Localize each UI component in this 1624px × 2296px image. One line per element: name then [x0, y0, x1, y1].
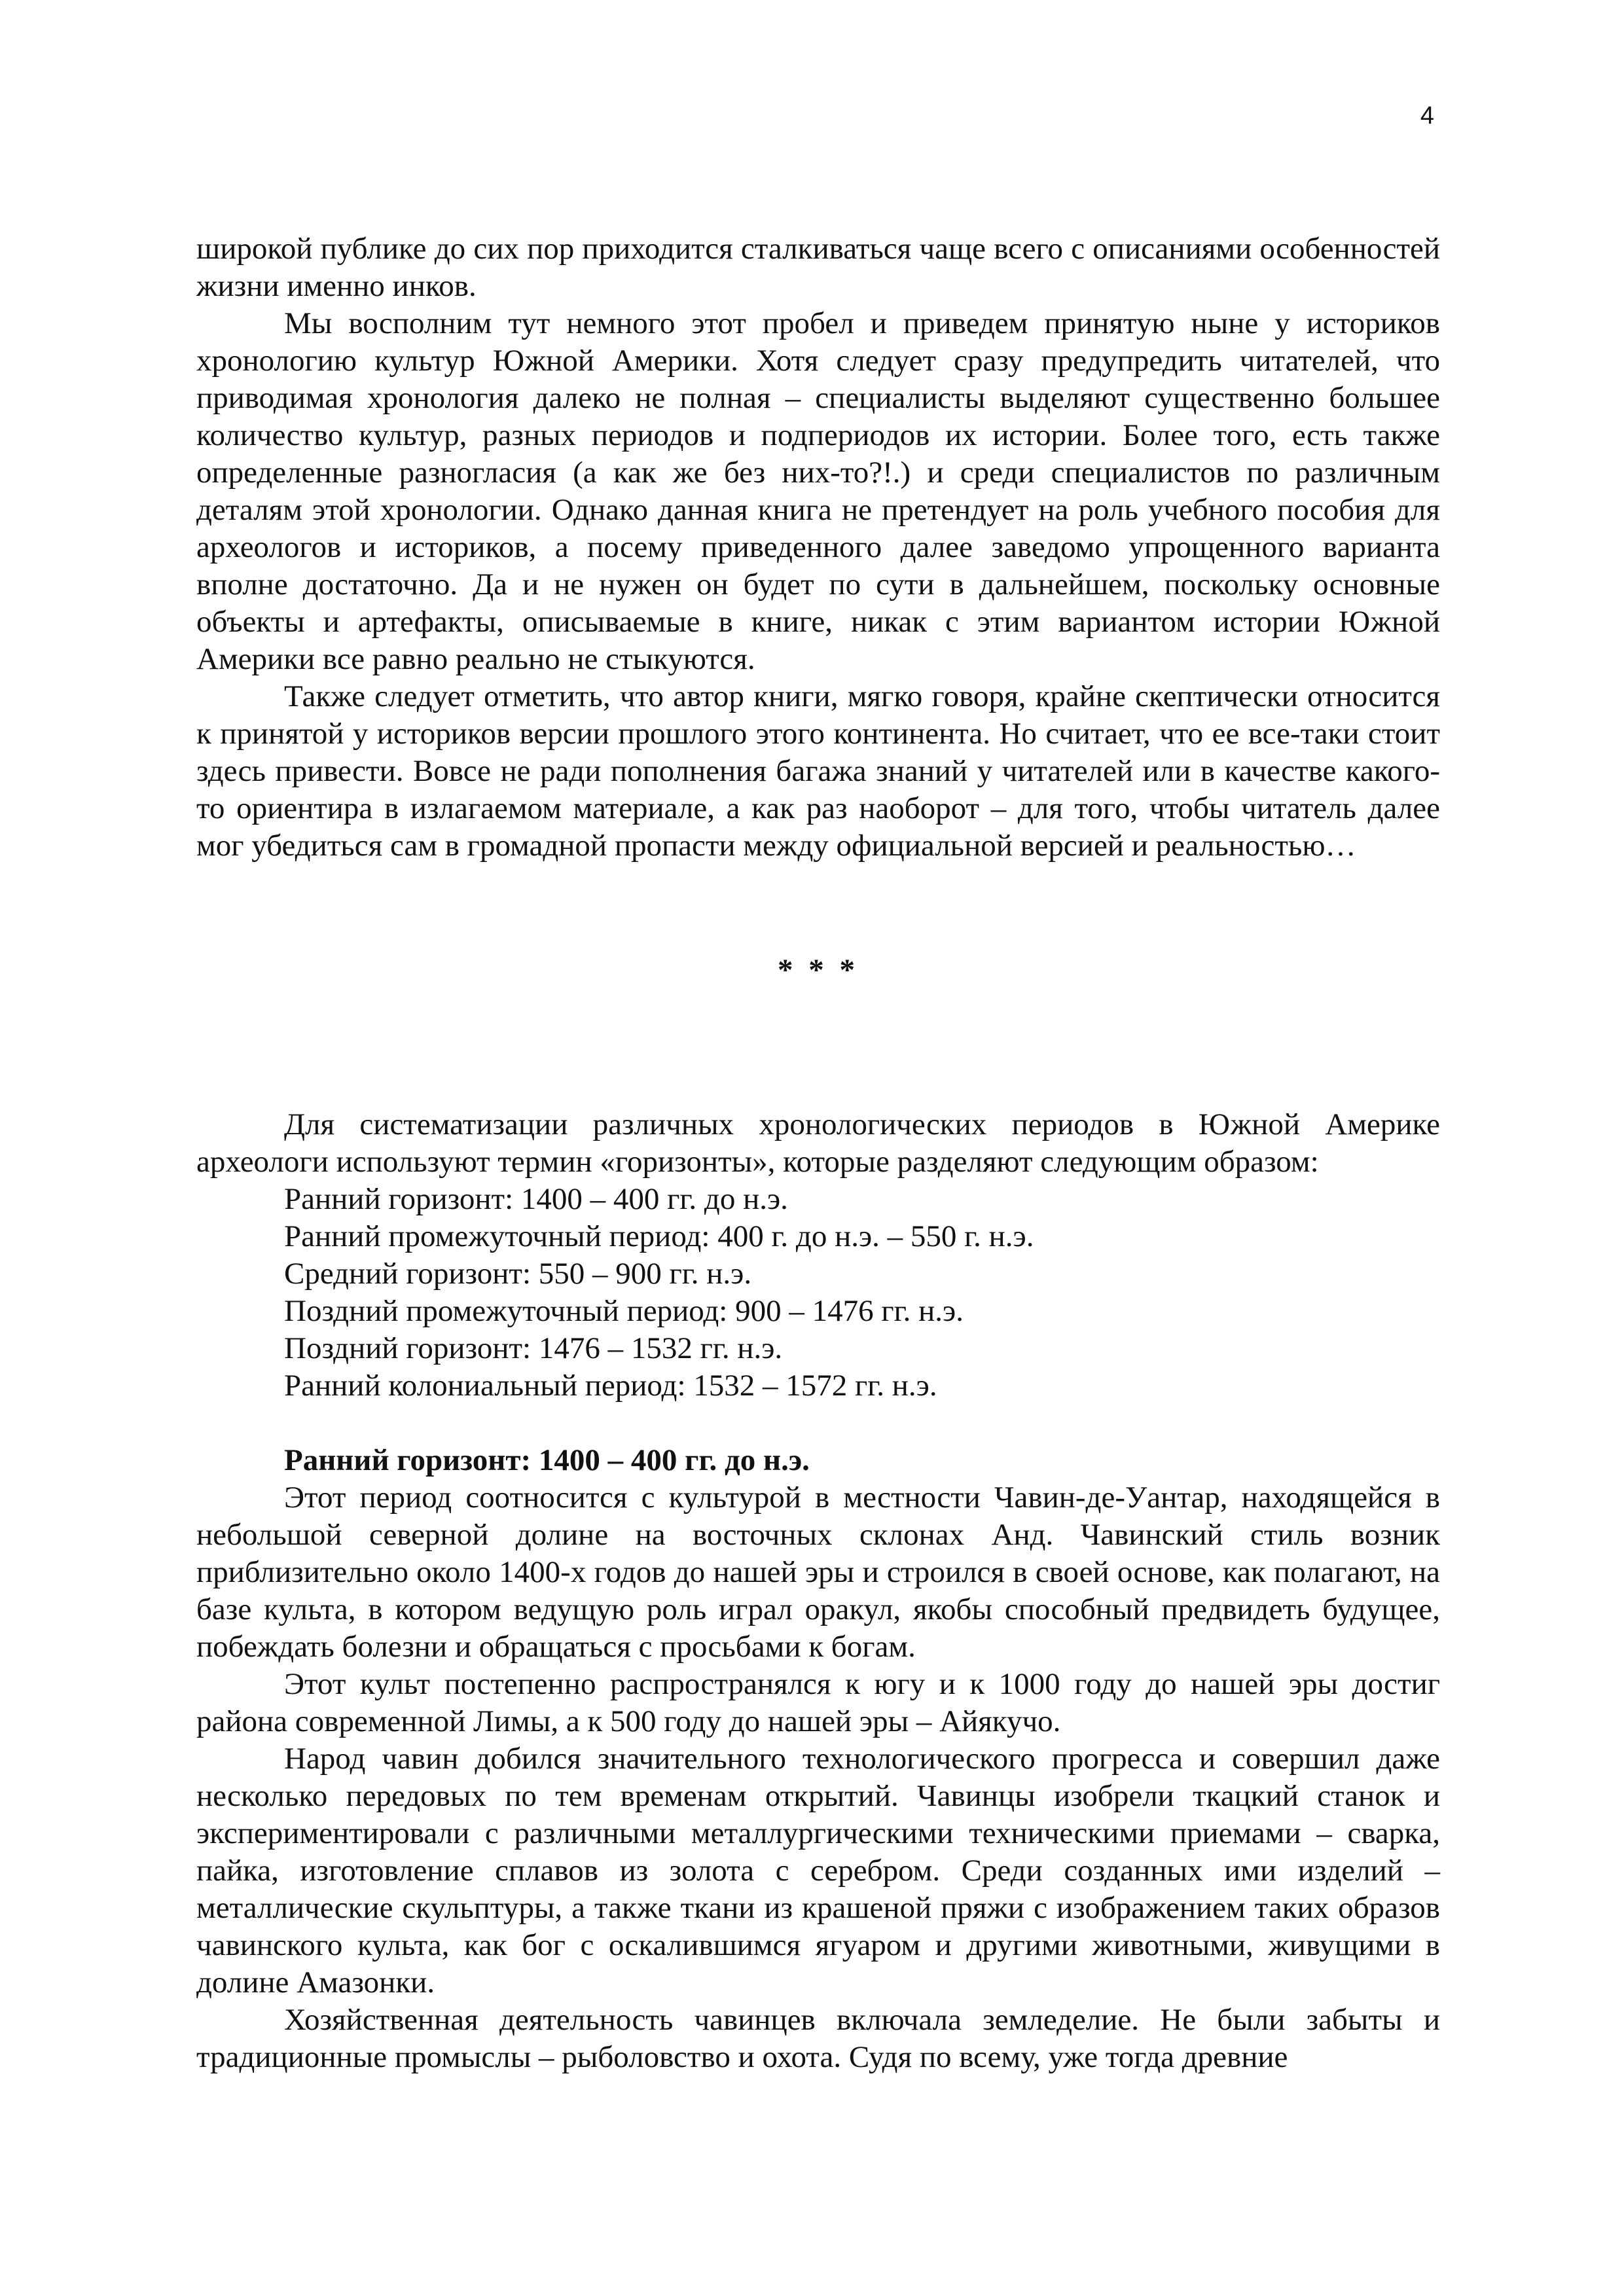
paragraph-chavin-economy: Хозяйственная деятельность чавинцев включала земледелие. Не были забыты и традиционные промыслы – рыболовство и охота. Судя по всему, уже тогда древние	[196, 2003, 1440, 2074]
horizon-list-item: Поздний промежуточный период: 900 – 1476 гг. н.э.	[284, 1294, 964, 1328]
paragraph-chavin-technology: Народ чавин добился значительного технологического прогресса и совершил даже несколько передовых по тем временам открытий. Чавинцы изобрели ткацкий станок и экспериментировали с различными металлургическими техническими приемами – сварка, пайка, изготовление сплавов из золота с серебром. Среди созданных ими изделий – металлические скульптуры, а также ткани из крашеной пряжи с изображением таких образов чавинского культа, как бог с оскалившимся ягуаром и другими животными, живущими в долине Амазонки.	[196, 1742, 1440, 2000]
paragraph-chavin-origin: Этот период соотносится с культурой в местности Чавин-де-Уантар, находящейся в небольшой северной долине на восточных склонах Анд. Чавинский стиль возник приблизительно около 1400-х годов до нашей эры и строился в своей основе, как полагают, на базе культа, в котором ведущую роль играл оракул, якобы способный предвидеть будущее, побеждать болезни и обращаться с просьбами к богам.	[196, 1480, 1440, 1664]
document-body	[196, 230, 1440, 2076]
paragraph-cult-spread: Этот культ постепенно распространялся к югу и к 1000 году до нашей эры достиг района современной Лимы, а к 500 году до нашей эры – Айякучо.	[196, 1667, 1440, 1738]
section-separator: * * *	[778, 953, 859, 987]
section-heading: Ранний горизонт: 1400 – 400 гг. до н.э.	[284, 1443, 810, 1477]
paragraph-horizons-intro: Для систематизации различных хронологических периодов в Южной Америке археологи используют термин «горизонты», которые разделяют следующим образом:	[196, 1107, 1440, 1179]
horizon-list-item: Ранний колониальный период: 1532 – 1572 гг. н.э.	[284, 1369, 937, 1403]
spacer	[196, 1405, 1440, 1442]
horizon-list-item: Поздний горизонт: 1476 – 1532 гг. н.э.	[284, 1331, 783, 1365]
paragraph-chronology-intro: Мы восполним тут немного этот пробел и приведем принятую ныне у историков хронологию культур Южной Америки. Хотя следует сразу предупредить читателей, что приводимая хронология далеко не полная – специалисты выделяют существенно большее количество культур, разных периодов и подпериодов их истории. Более того, есть также определенные разногласия (а как же без них-то?!.) и среди специалистов по различным деталям этой хронологии. Однако данная книга не претендует на роль учебного пособия для археологов и историков, а посему приведенного далее заведомо упрощенного варианта вполне достаточно. Да и не нужен он будет по сути в дальнейшем, поскольку основные объекты и артефакты, описываемые в книге, никак с этим вариантом истории Южной Америки все равно реально не стыкуются.	[196, 306, 1440, 676]
paragraph-continued: широкой публике до сих пор приходится сталкиваться чаще всего с описаниями особенностей жизни именно инков.	[196, 232, 1440, 303]
paragraph-author-skepticism: Также следует отметить, что автор книги, мягко говоря, крайне скептически относится к принятой у историков версии прошлого этого континента. Но считает, что ее все-таки стоит здесь привести. Вовсе не ради пополнения багажа знаний у читателей или в качестве какого-то ориентира в излагаемом материале, а как раз наоборот – для того, чтобы читатель далее мог убедиться сам в громадной пропасти между официальной версией и реальностью…	[196, 679, 1440, 863]
horizon-list-item: Средний горизонт: 550 – 900 гг. н.э.	[284, 1257, 752, 1291]
spacer	[196, 865, 1440, 952]
horizon-list-item: Ранний промежуточный период: 400 г. до н.э. – 550 г. н.э.	[284, 1219, 1034, 1253]
horizon-list-item: Ранний горизонт: 1400 – 400 гг. до н.э.	[284, 1182, 788, 1216]
spacer	[196, 989, 1440, 1106]
page-number: 4	[1420, 102, 1434, 130]
